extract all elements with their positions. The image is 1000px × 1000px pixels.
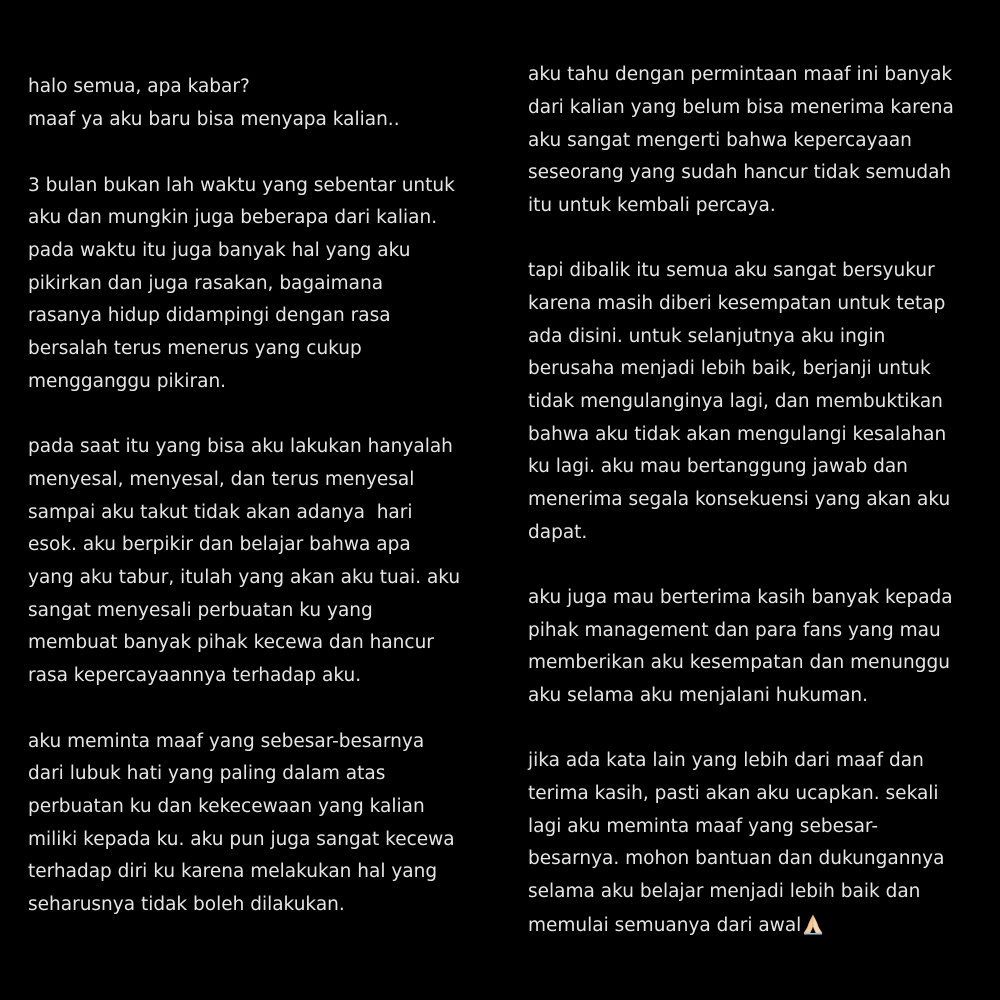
text-line: aku selama aku menjalani hukuman.	[528, 685, 869, 706]
text-line: memulai semuanya dari awal	[528, 915, 802, 936]
text-line: aku dan mungkin juga beberapa dari kalian.	[28, 207, 438, 228]
text-line: sampai aku takut tidak akan adanya hari	[28, 502, 413, 523]
text-line: sangat menyesali perbuatan ku yang	[28, 600, 373, 621]
text-line: dari kalian yang belum bisa menerima karena	[528, 97, 954, 118]
text-line: yang aku tabur, itulah yang akan aku tuai. aku	[28, 567, 461, 588]
text-line: perbuatan ku dan kekecewaan yang kalian	[28, 796, 425, 817]
text-line: membuat banyak pihak kecewa dan hancur	[28, 632, 434, 653]
text-line: maaf ya aku baru bisa menyapa kalian..	[28, 109, 400, 130]
text-line: aku tahu dengan permintaan maaf ini banyak	[528, 64, 953, 85]
text-line: besarnya. mohon bantuan dan dukungannya	[528, 848, 945, 869]
text-line: memberikan aku kesempatan dan menunggu	[528, 652, 950, 673]
last-text-line	[528, 913, 824, 938]
text-line: pikirkan dan juga rasakan, bagaimana	[28, 273, 384, 294]
text-line: jika ada kata lain yang lebih dari maaf dan	[528, 750, 924, 771]
text-line: pada waktu itu juga banyak hal yang aku	[28, 240, 411, 261]
text-line: aku sangat mengerti bahwa kepercayaan	[528, 130, 912, 151]
text-line: ku lagi. aku mau bertanggung jawab dan	[528, 456, 908, 477]
text-line: dari lubuk hati yang paling dalam atas	[28, 763, 386, 784]
text-line: 3 bulan bukan lah waktu yang sebentar untuk	[28, 175, 455, 196]
text-line: tapi dibalik itu semua aku sangat bersyukur	[528, 260, 935, 281]
text-line: seseorang yang sudah hancur tidak semudah	[528, 162, 952, 183]
text-line: esok. aku berpikir dan belajar bahwa apa	[28, 534, 411, 555]
text-line: berusaha menjadi lebih baik, berjanji untuk	[528, 358, 931, 379]
text-line: rasa kepercayaannya terhadap aku.	[28, 665, 362, 686]
text-line: seharusnya tidak boleh dilakukan.	[28, 894, 345, 915]
folded-hands-icon-svg	[802, 913, 824, 935]
folded-hands-icon	[802, 913, 824, 935]
text-line: pihak management dan para fans yang mau	[528, 620, 941, 641]
text-line: terima kasih, pasti akan aku ucapkan. sekali	[528, 783, 939, 804]
text-line: itu untuk kembali percaya.	[528, 195, 776, 216]
text-line: menerima segala konsekuensi yang akan aku	[528, 489, 951, 510]
text-line: aku meminta maaf yang sebesar-besarnya	[28, 731, 425, 752]
text-line: aku juga mau berterima kasih banyak kepada	[528, 587, 953, 608]
text-line: miliki kepada ku. aku pun juga sangat kecewa	[28, 829, 455, 850]
text-line: rasanya hidup didampingi dengan rasa	[28, 305, 391, 326]
text-line: lagi aku meminta maaf yang sebesar-	[528, 816, 879, 837]
text-line: bersalah terus menerus yang cukup	[28, 338, 362, 359]
text-line: menyesal, menyesal, dan terus menyesal	[28, 469, 415, 490]
text-line: halo semua, apa kabar?	[28, 76, 250, 97]
text-line: dapat.	[528, 522, 588, 543]
text-line: tidak mengulanginya lagi, dan membuktikan	[528, 391, 943, 412]
text-line: terhadap diri ku karena melakukan hal yang	[28, 861, 438, 882]
text-line: ada disini. untuk selanjutnya aku ingin	[528, 326, 886, 347]
text-line: pada saat itu yang bisa aku lakukan hanyalah	[28, 436, 453, 457]
text-line: bahwa aku tidak akan mengulangi kesalahan	[528, 424, 947, 445]
text-line: selama aku belajar menjadi lebih baik dan	[528, 881, 921, 902]
text-line: karena masih diberi kesempatan untuk tetap	[528, 293, 946, 314]
text-line: mengganggu pikiran.	[28, 371, 227, 392]
